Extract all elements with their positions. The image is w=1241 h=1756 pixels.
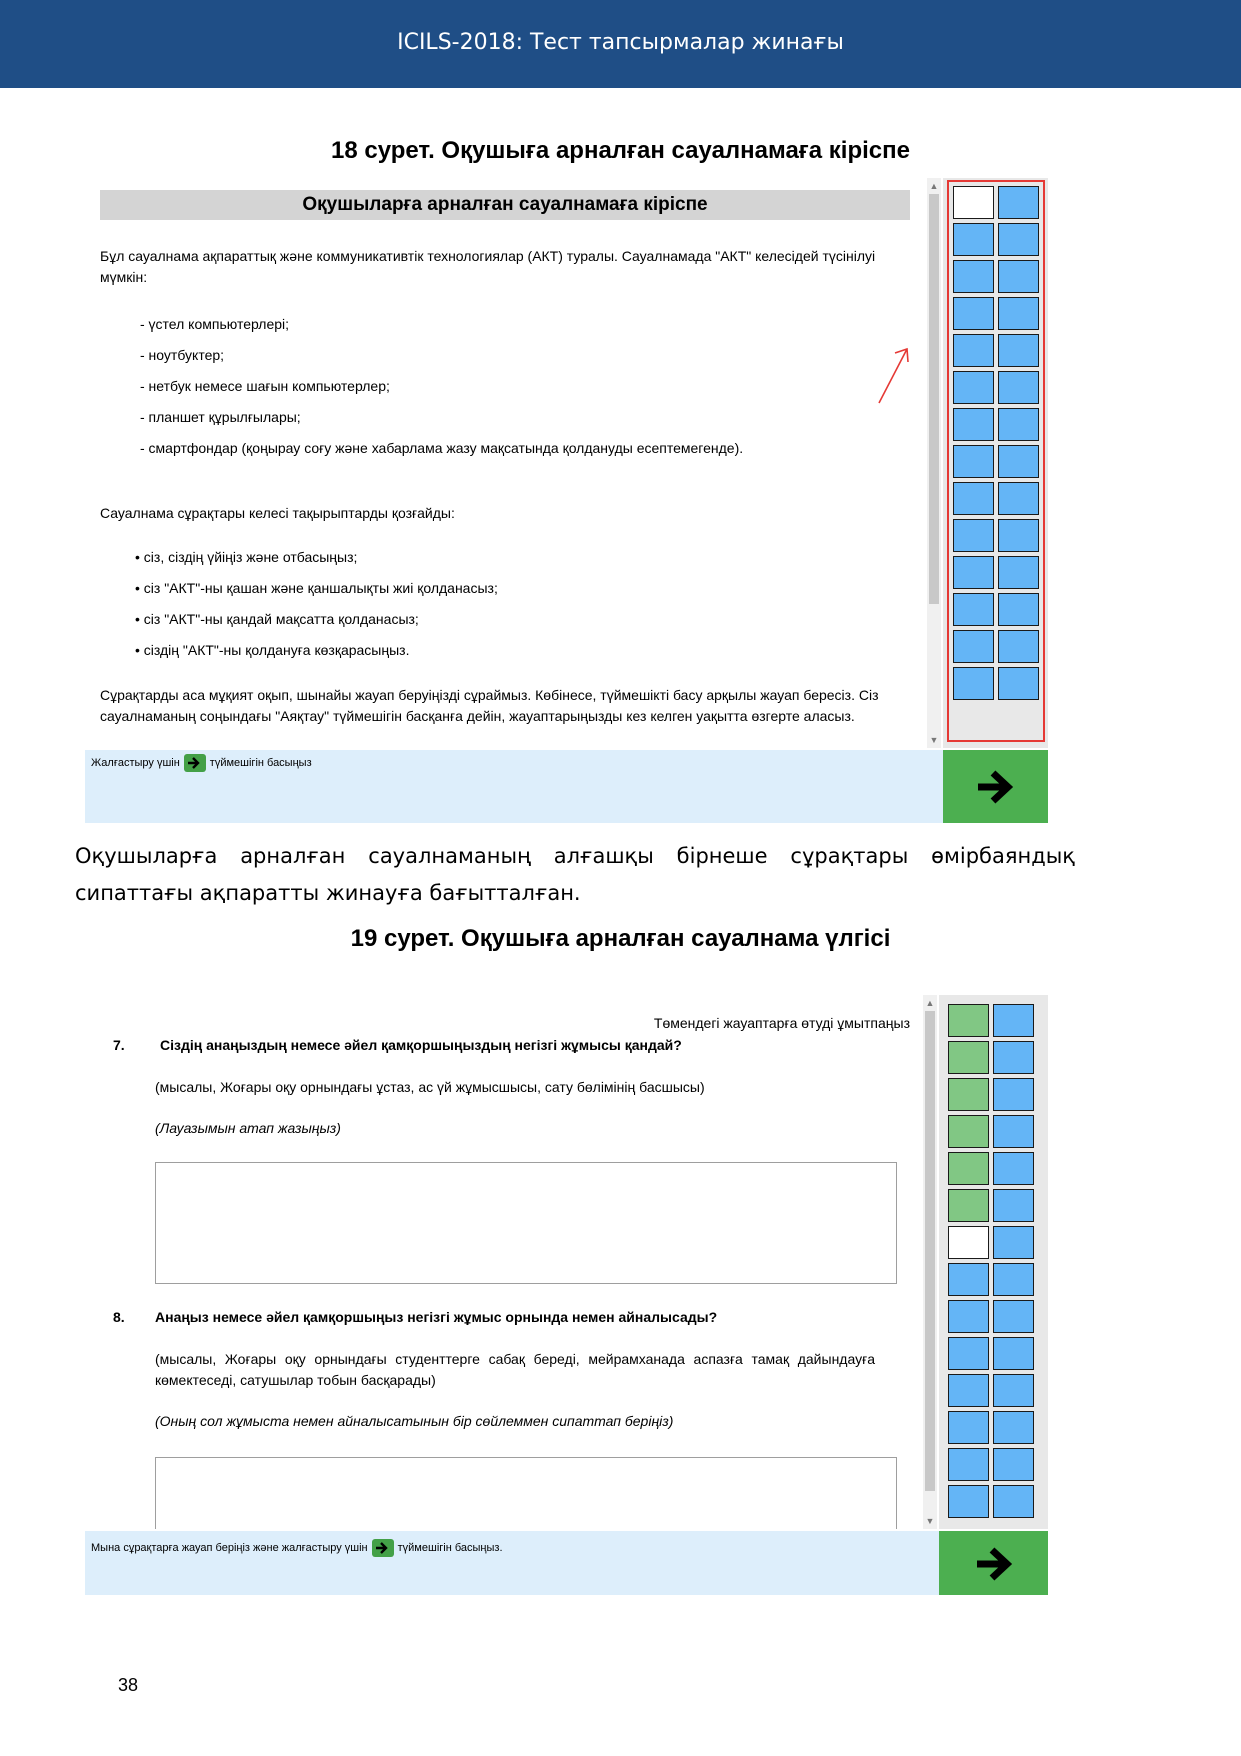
question-text: Сіздің анаңыздың немесе әйел қамқоршыңыздың негізгі жұмысы қандай? bbox=[160, 1037, 682, 1053]
figure-18-screenshot bbox=[85, 178, 1048, 823]
red-arrow-icon bbox=[875, 343, 915, 408]
question-nav-square[interactable] bbox=[948, 1041, 989, 1074]
figure-19-screenshot bbox=[85, 995, 1048, 1595]
question-nav-square[interactable] bbox=[948, 1300, 989, 1333]
device-item: - үстел компьютерлері; bbox=[140, 316, 290, 332]
question-nav-square[interactable] bbox=[953, 445, 994, 478]
question-nav-square[interactable] bbox=[998, 371, 1039, 404]
question-nav-square[interactable] bbox=[953, 556, 994, 589]
question-nav-square[interactable] bbox=[993, 1485, 1034, 1518]
question-nav-square[interactable] bbox=[948, 1226, 989, 1259]
question-nav-square[interactable] bbox=[953, 593, 994, 626]
question-nav-square[interactable] bbox=[993, 1226, 1034, 1259]
reminder-text: Төмендегі жауаптарға өтуді ұмытпаңыз bbox=[653, 1015, 910, 1031]
question-nav-square[interactable] bbox=[993, 1115, 1034, 1148]
question-nav-square[interactable] bbox=[998, 519, 1039, 552]
question-nav-square[interactable] bbox=[993, 1374, 1034, 1407]
question-nav-square[interactable] bbox=[998, 260, 1039, 293]
next-button[interactable] bbox=[939, 1531, 1048, 1595]
question-nav-square[interactable] bbox=[953, 186, 994, 219]
page-header bbox=[0, 0, 1241, 88]
instruction-before: Мына сұрақтарға жауап беріңіз және жалғастыру үшін bbox=[91, 1542, 368, 1554]
question-nav-square[interactable] bbox=[993, 1189, 1034, 1222]
page-number: 38 bbox=[118, 1675, 139, 1695]
question-nav-square[interactable] bbox=[953, 482, 994, 515]
device-item: - планшет құрылғылары; bbox=[140, 409, 301, 425]
arrow-right-icon bbox=[372, 1539, 394, 1557]
question-nav-square[interactable] bbox=[948, 1411, 989, 1444]
instruction-bar bbox=[85, 750, 943, 823]
question-nav-square[interactable] bbox=[993, 1004, 1034, 1037]
question-nav-square[interactable] bbox=[998, 297, 1039, 330]
question-instruction: (Оның сол жұмыста немен айналысатынын бір сөйлеммен сипаттап беріңіз) bbox=[155, 1413, 674, 1429]
question-nav-square[interactable] bbox=[948, 1078, 989, 1111]
question-nav-grid bbox=[948, 1004, 1034, 1518]
intro-paragraph: Бұл сауалнама ақпараттық және коммуникативтік технологиялар (АКТ) туралы. Сауалнамада "АКТ" келесідей түсінілуі мүмкін: bbox=[100, 248, 876, 285]
arrow-right-icon bbox=[974, 1544, 1016, 1584]
question-nav-square[interactable] bbox=[998, 223, 1039, 256]
next-button[interactable] bbox=[943, 750, 1048, 823]
question-nav-square[interactable] bbox=[953, 667, 994, 700]
scroll-thumb[interactable] bbox=[929, 194, 939, 604]
question-nav-square[interactable] bbox=[998, 186, 1039, 219]
instruction-text bbox=[91, 1539, 503, 1557]
question-nav-square[interactable] bbox=[948, 1189, 989, 1222]
question-nav-square[interactable] bbox=[948, 1152, 989, 1185]
scroll-thumb[interactable] bbox=[925, 1011, 935, 1491]
question-number: 8. bbox=[113, 1309, 125, 1325]
body-paragraph: Оқушыларға арналған сауалнаманың алғашқы бірнеше сұрақтары өмірбаяндық сипаттағы ақпаратты жинауға бағытталған. bbox=[75, 844, 1075, 905]
instruction-after: түймешігін басыңыз bbox=[209, 757, 312, 769]
device-item: - нетбук немесе шағын компьютерлер; bbox=[140, 378, 390, 394]
question-nav-square[interactable] bbox=[948, 1115, 989, 1148]
question-nav-square[interactable] bbox=[953, 334, 994, 367]
topic-item: • сіздің "АКТ"-ны қолдануға көзқарасыңыз. bbox=[135, 642, 410, 658]
instruction-text bbox=[91, 754, 312, 772]
figure-18-caption: 18 сурет. Оқушыға арналған сауалнамаға кіріспе bbox=[330, 137, 910, 164]
question-nav-square[interactable] bbox=[998, 667, 1039, 700]
question-text: Анаңыз немесе әйел қамқоршыңыз негізгі жұмыс орнында немен айналысады? bbox=[155, 1309, 718, 1325]
question-scrollbar[interactable]: ▲ ▼ bbox=[923, 995, 937, 1529]
question-nav-square[interactable] bbox=[998, 408, 1039, 441]
question-nav-square[interactable] bbox=[998, 630, 1039, 663]
question-nav-square[interactable] bbox=[953, 371, 994, 404]
intro-heading: Оқушыларға арналған сауалнамаға кіріспе bbox=[100, 190, 910, 220]
question-nav-square[interactable] bbox=[993, 1041, 1034, 1074]
intro-content bbox=[85, 178, 925, 748]
question-nav-square[interactable] bbox=[948, 1263, 989, 1296]
answer-input-q8[interactable] bbox=[155, 1457, 897, 1529]
question-nav-square[interactable] bbox=[953, 297, 994, 330]
question-nav-grid bbox=[953, 186, 1039, 700]
device-item: - ноутбуктер; bbox=[140, 347, 225, 363]
question-example: (мысалы, Жоғары оқу орнындағы ұстаз, ас үй жұмысшысы, сату бөлімінің басшысы) bbox=[155, 1079, 705, 1095]
closing-paragraph: Сұрақтарды аса мұқият оқып, шынайы жауап беруіңізді сұраймыз. Көбінесе, түймешікті басу арқылы жауап бересіз. Сіз сауалнаманың соңындағы "Аяқтау" түймешігін басқанға дейін, жауаптарыңызды кез келген уақытта өзгерте аласыз. bbox=[100, 687, 879, 724]
question-nav-square[interactable] bbox=[993, 1337, 1034, 1370]
question-nav-square[interactable] bbox=[953, 223, 994, 256]
intro-scrollbar[interactable]: ▲ ▼ bbox=[927, 178, 941, 748]
question-nav-square[interactable] bbox=[993, 1448, 1034, 1481]
question-nav-square[interactable] bbox=[993, 1263, 1034, 1296]
question-content bbox=[85, 995, 925, 1529]
header-title: ICILS-2018: Тест тапсырмалар жинағы bbox=[397, 30, 844, 55]
question-nav-square[interactable] bbox=[953, 408, 994, 441]
question-number: 7. bbox=[113, 1037, 125, 1053]
question-nav-square[interactable] bbox=[953, 260, 994, 293]
figure-19-caption: 19 сурет. Оқушыға арналған сауалнама үлгісі bbox=[350, 925, 891, 952]
question-nav-square[interactable] bbox=[993, 1078, 1034, 1111]
arrow-right-icon bbox=[184, 754, 206, 772]
question-nav-square[interactable] bbox=[998, 593, 1039, 626]
question-example: (мысалы, Жоғары оқу орнындағы студенттерге сабақ береді, мейрамханада аспазға тамақ дайындауға көмектеседі, сатушылар тобын басқарады) bbox=[155, 1351, 875, 1388]
arrow-right-icon bbox=[975, 767, 1017, 807]
question-nav-square[interactable] bbox=[993, 1300, 1034, 1333]
question-nav-square[interactable] bbox=[953, 519, 994, 552]
instruction-after: түймешігін басыңыз. bbox=[397, 1542, 503, 1554]
question-nav-square[interactable] bbox=[948, 1004, 989, 1037]
question-nav-square[interactable] bbox=[993, 1411, 1034, 1444]
question-nav-square[interactable] bbox=[948, 1337, 989, 1370]
device-item: - смартфондар (қоңырау соғу және хабарлама жазу мақсатында қолдануды есептемегенде). bbox=[140, 440, 744, 456]
question-instruction: (Лауазымын атап жазыңыз) bbox=[155, 1120, 341, 1136]
question-nav-square[interactable] bbox=[948, 1374, 989, 1407]
instruction-before: Жалғастыру үшін bbox=[91, 757, 180, 769]
question-nav-square[interactable] bbox=[948, 1448, 989, 1481]
answer-input-q7[interactable] bbox=[155, 1162, 897, 1284]
topics-intro: Сауалнама сұрақтары келесі тақырыптарды қозғайды: bbox=[100, 505, 455, 521]
question-nav-square[interactable] bbox=[953, 630, 994, 663]
question-nav-square[interactable] bbox=[998, 334, 1039, 367]
topic-item: • сіз "АКТ"-ны қашан және қаншалықты жиі қолданасыз; bbox=[135, 580, 498, 596]
question-nav-square[interactable] bbox=[948, 1485, 989, 1518]
topic-item: • сіз "АКТ"-ны қандай мақсатта қолданасыз; bbox=[135, 611, 419, 627]
question-nav-square[interactable] bbox=[998, 445, 1039, 478]
question-nav-square[interactable] bbox=[998, 556, 1039, 589]
topic-item: • сіз, сіздің үйіңіз және отбасыңыз; bbox=[135, 549, 358, 565]
question-nav-square[interactable] bbox=[993, 1152, 1034, 1185]
instruction-bar bbox=[85, 1531, 939, 1595]
question-nav-square[interactable] bbox=[998, 482, 1039, 515]
